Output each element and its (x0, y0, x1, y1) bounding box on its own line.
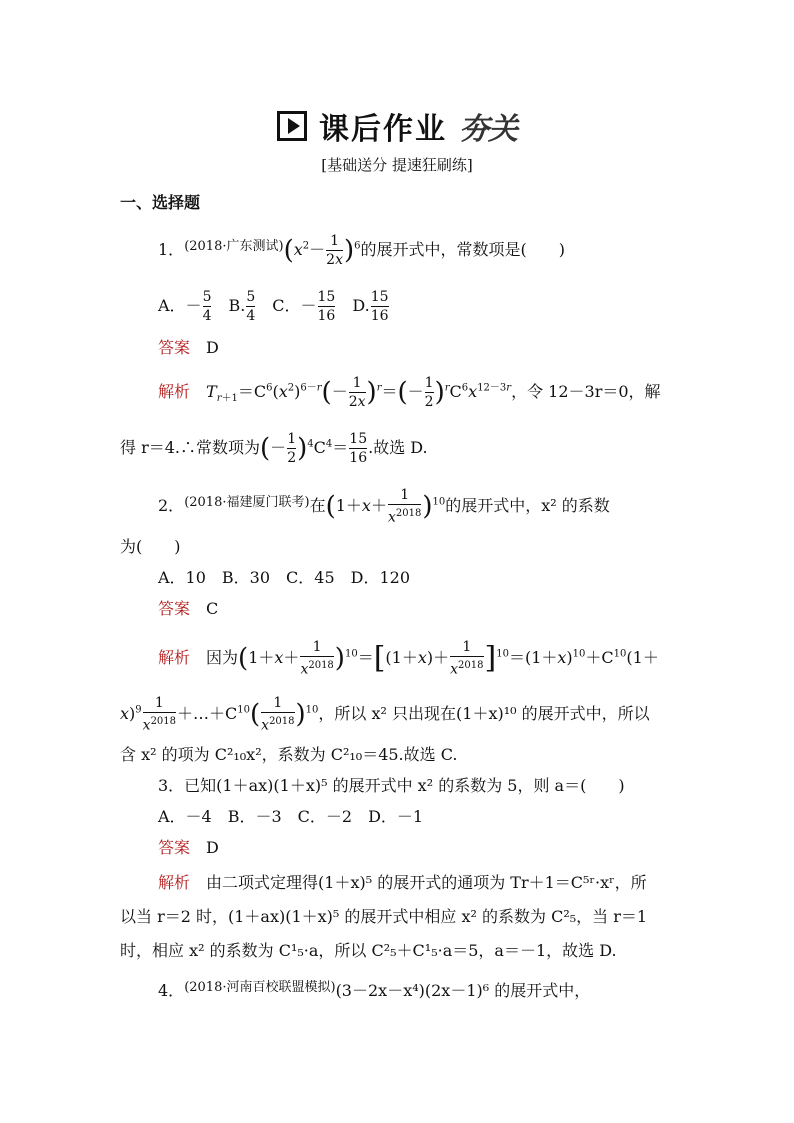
q1-answer (158, 335, 718, 361)
q1-stem: 1．$^{(2018\cdot 广东测试)}(x^2-$ $\frac{1}{2x}$ )$^6$的展开式中，常数项是( ) (158, 233, 565, 268)
q2-analysis-label: 解析 (158, 647, 191, 667)
page-header (0, 104, 794, 175)
q1-analysis-label: 解析 (158, 382, 191, 401)
q2-options: A．10 B．30 C．45 D．120 (158, 568, 411, 587)
q2-analysis-line2: x)$^9$ $\frac{1}{x^{2018}}$ $+\dots+C^{10}$( $\frac{1}{x^{2018}}$ )$^{10}$，所以 x² 只出现在(1＋x)¹⁰ 的展开式中，所以 (120, 695, 650, 734)
q2-tail: 的展开式中，x² 的系数 (445, 495, 610, 515)
q3-answer (158, 835, 718, 861)
q1-source: (2018·广东测试) (184, 239, 284, 254)
q3-answer-value: D (206, 838, 219, 857)
q4-num: 4． (158, 981, 185, 1000)
q3-analysis-line3: 时，相应 x² 的系数为 C¹₅·a，所以 C²₅＋C¹₅·a＝5，a＝－1，故选 D. (120, 941, 617, 960)
q3-analysis-line1: 解析 由二项式定理得(1＋x)⁵ 的展开式的通项为 Tr＋1＝C⁵ʳ·xʳ，所 (158, 873, 647, 892)
q2-answer-label: 答案 (158, 599, 191, 618)
q4-source: (2018·河南百校联盟模拟) (184, 980, 336, 995)
q1-analysis-line2: 得 r＝4.∴常数项为(－ $\frac{1}{2}$ )$^4C^4=$ $\frac{15}{16}$ .故选 D. (120, 431, 428, 466)
q1-options: A．－ $\frac{5}{4}$ B. $\frac{5}{4}$ C．－ $\frac{15}{16}$ D. $\frac{15}{16}$ (158, 289, 389, 324)
q2-analysis-line3: 含 x² 的项为 C²₁₀x²，系数为 C²₁₀＝45.故选 C. (120, 745, 458, 764)
q4-stem (158, 975, 718, 1004)
q2-stem: 2．$^{(2018\cdot 福建厦门联考)}$在(1＋x＋ $\frac{1}{x^{2018}}$ )$^{10}$的展开式中，x² 的系数 (158, 487, 610, 526)
header-title-row (277, 104, 517, 148)
header-subtitle: [基础送分 提速狂刷练] (321, 156, 473, 174)
q2-analysis-line1: 解析 因为(1＋x＋ $\frac{1}{x^{2018}}$ )$^{10}$＝[(1＋x)＋ $\frac{1}{x^{2018}}$ ]$^{10}=(1+x)^{10}+C^{10}(1+$ (158, 639, 659, 678)
q3-options: A．－4 B．－3 C．－2 D．－1 (158, 807, 424, 826)
q2-answer (158, 596, 718, 622)
q2-source: (2018·福建厦门联考) (184, 494, 310, 510)
q1-answer-value: D (206, 338, 219, 357)
q2-answer-value: C (206, 599, 219, 618)
q3-answer-label: 答案 (158, 838, 191, 857)
header-title: 课后作业 (319, 112, 447, 147)
q1-tail: 的展开式中，常数项是( ) (360, 240, 565, 259)
q1-num: 1． (158, 240, 185, 259)
q4-tail: (3－2x－x⁴)(2x－1)⁶ 的展开式中， (335, 981, 591, 1000)
q3-analysis-line2: 以当 r＝2 时，(1＋ax)(1＋x)⁵ 的展开式中相应 x² 的系数为 C²₅，当 r＝1 (120, 907, 648, 926)
play-icon (277, 111, 307, 141)
q2-stem-line2: 为( ) (120, 537, 181, 556)
q1-answer-label: 答案 (158, 338, 191, 357)
q3-analysis-label: 解析 (158, 873, 191, 892)
q1-analysis-line1: 解析 $T_{r+1}=C^6(x^2)^{6-r}(-$ $\frac{1}{2x}$ )$^r$＝(－ $\frac{1}{2}$ )$^rC^6x^{12-3r}$，令 12－3r＝0，解 (158, 375, 661, 410)
q3-stem: 3．已知(1＋ax)(1＋x)⁵ 的展开式中 x² 的系数为 5，则 a＝( ) (158, 776, 625, 795)
section-title: 一、选择题 (120, 193, 201, 212)
q2-num: 2． (158, 495, 185, 515)
brand-logo: 夯关 (459, 112, 517, 147)
